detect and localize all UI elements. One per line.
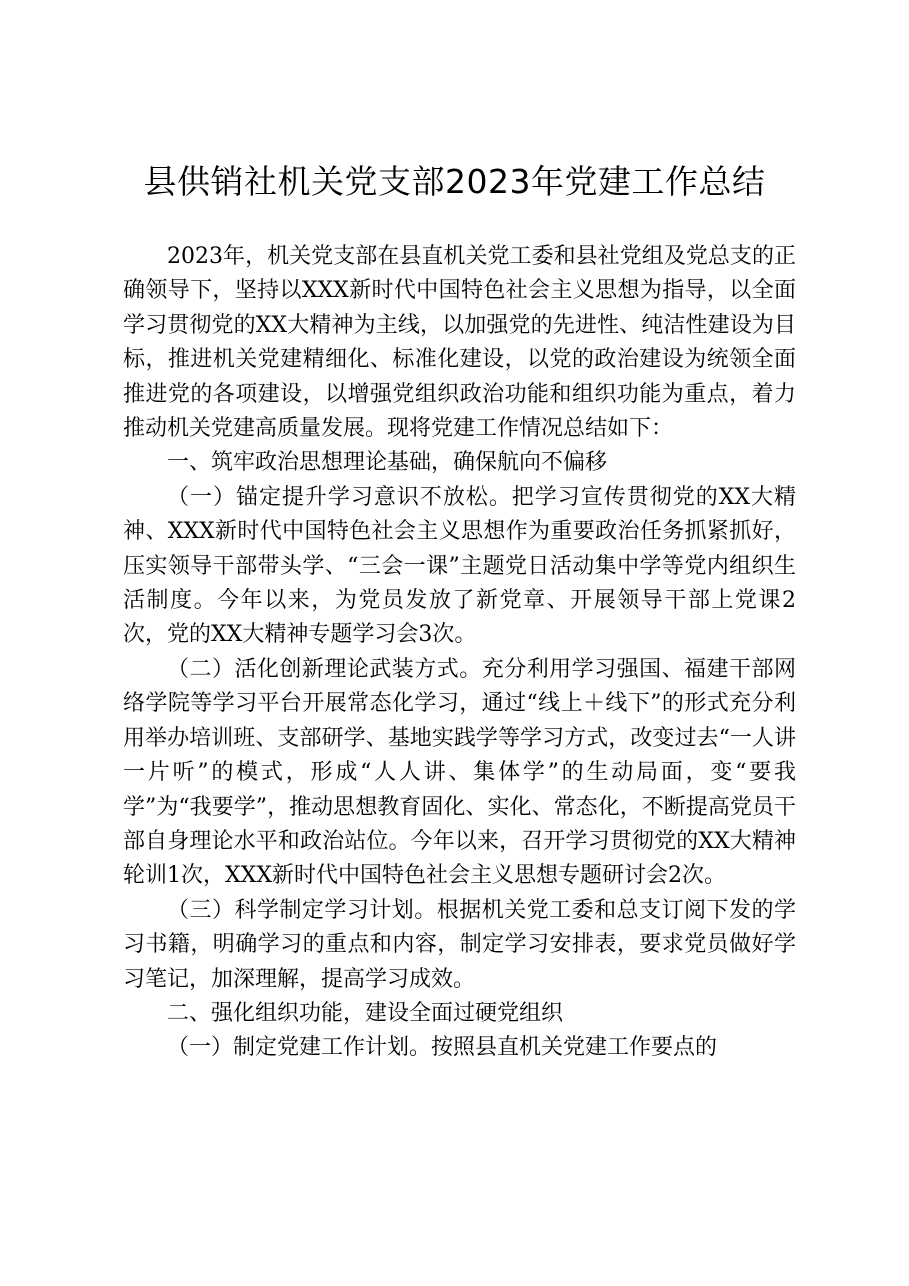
document-title: 县供销社机关党支部2023年党建工作总结 bbox=[143, 162, 766, 201]
document-body bbox=[123, 240, 796, 1066]
body-paragraph: （一）制定党建工作计划。按照县直机关党建工作要点的 bbox=[167, 1035, 718, 1061]
body-paragraph: （三）科学制定学习计划。根据机关党工委和总支订阅下发的学习书籍，明确学习的重点和内容，制定学习安排表，要求党员做好学习笔记，加深理解，提高学习成效。 bbox=[123, 897, 796, 992]
section-heading-2: 二、强化组织功能，建设全面过硬党组织 bbox=[167, 1000, 564, 1026]
body-paragraph: （一）锚定提升学习意识不放松。把学习宣传贯彻党的XX大精神、XXX新时代中国特色社会主义思想作为重要政治任务抓紧抓好，压实领导干部带头学、“三会一课”主题党日活动集中学等党内组织生活制度。今年以来，为党员发放了新党章、开展领导干部上党课2次，党的XX大精神专题学习会3次。 bbox=[123, 484, 796, 648]
section-heading-1: 一、筑牢政治思想理论基础，确保航向不偏移 bbox=[167, 450, 608, 476]
intro-paragraph: 2023年，机关党支部在县直机关党工委和县社党组及党总支的正确领导下，坚持以XXX新时代中国特色社会主义思想为指导，以全面学习贯彻党的XX大精神为主线，以加强党的先进性、纯洁性建设为目标，推进机关党建精细化、标准化建设，以党的政治建设为统领全面推进党的各项建设，以增强党组织政治功能和组织功能为重点，着力推动机关党建高质量发展。现将党建工作情况总结如下： bbox=[123, 244, 796, 442]
body-paragraph: （二）活化创新理论武装方式。充分利用学习强国、福建干部网络学院等学习平台开展常态化学习，通过“线上＋线下”的形式充分利用举办培训班、支部研学、基地实践学等学习方式，改变过去“一人讲一片听”的模式，形成“人人讲、集体学”的生动局面，变“要我学”为“我要学”，推动思想教育固化、实化、常态化，不断提高党员干部自身理论水平和政治站位。今年以来，召开学习贯彻党的XX大精神轮训1次，XXX新时代中国特色社会主义思想专题研讨会2次。 bbox=[123, 656, 796, 889]
